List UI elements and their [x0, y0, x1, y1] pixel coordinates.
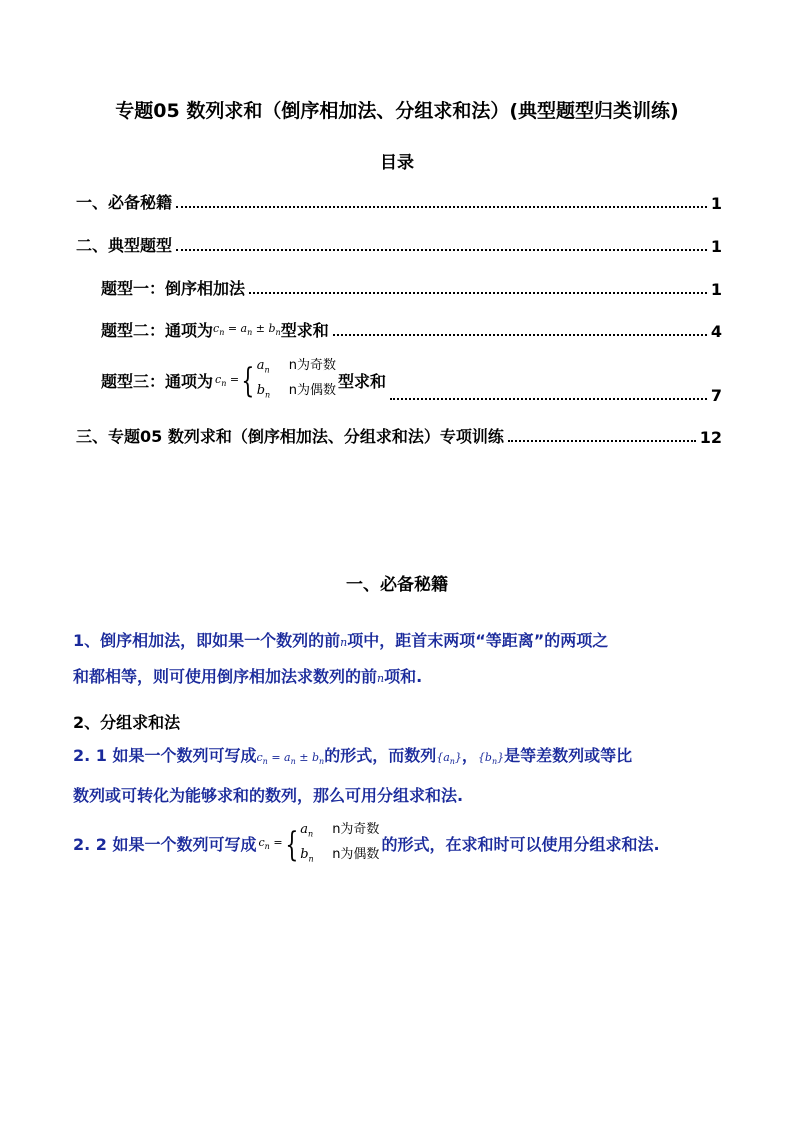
case-odd: n为奇数 [332, 822, 380, 837]
toc-label-prefix: 题型二：通项为 [101, 321, 214, 340]
toc-page: 7 [710, 386, 722, 406]
toc-heading: 目录 [380, 153, 414, 173]
toc-leader [176, 249, 707, 251]
section-heading: 一、必备秘籍 [346, 575, 448, 595]
paragraph-2-1 [73, 739, 733, 813]
formula-cn-an-pm-bn: $c_n = a_n \pm b_n$ [213, 321, 281, 338]
p22-text-b: 的形式，在求和时可以使用分组求和法. [381, 834, 660, 854]
toc-page: 1 [710, 237, 722, 256]
case-even: n为偶数 [332, 846, 380, 862]
toc-leader [176, 206, 707, 208]
p21-text-e: 数列或可转化为能够求和的数列，那么可用分组求和法. [73, 786, 464, 806]
toc-entry-5[interactable] [101, 356, 722, 405]
p21-text-d: 是等差数列或等比 [504, 746, 633, 765]
toc-leader [508, 440, 696, 442]
toc-entry-6[interactable] [76, 424, 722, 447]
p21-text-a: 2. 1 如果一个数列可写成 [73, 746, 257, 765]
toc-entry-3[interactable] [101, 276, 722, 299]
paragraph-2-2 [73, 820, 733, 869]
toc-entry-2[interactable] [76, 233, 722, 256]
p1-text-c: 和都相等，则可使用倒序相加法求数列的前 [73, 667, 378, 686]
formula-set-an: $\{a_n\}$ [436, 751, 462, 767]
toc-leader [333, 334, 707, 336]
toc-page: 4 [710, 322, 722, 341]
toc-page: 12 [699, 428, 722, 447]
toc-page: 1 [710, 194, 722, 213]
toc-entry-4[interactable] [101, 318, 722, 341]
toc-label: 二、典型题型 [76, 236, 173, 255]
toc-label: 一、必备秘籍 [76, 193, 173, 212]
p22-text-a: 2. 2 如果一个数列可写成 [73, 834, 257, 854]
p21-text-b: 的形式，而数列 [324, 746, 437, 765]
var-n: n [340, 636, 348, 649]
p1-text-a: 1、倒序相加法，即如果一个数列的前 [73, 631, 341, 650]
formula-piecewise: $c_n$ = { $a_n$ n为奇数 $b_n$ n为偶数 [259, 820, 380, 869]
toc-label-prefix: 题型三：通项为 [101, 372, 214, 392]
var-n: n [377, 672, 385, 685]
toc-label-suffix: 型求和 [280, 321, 329, 340]
p21-text-c: ， [461, 746, 478, 765]
toc-label-suffix: 型求和 [337, 372, 386, 392]
formula-piecewise: $c_n$ = { $a_n$ n为奇数 $b_n$ n为偶数 [215, 356, 336, 405]
case-odd: n为奇数 [288, 358, 336, 373]
paragraph-2-heading: 2、分组求和法 [73, 713, 181, 732]
toc-label: 题型一：倒序相加法 [101, 279, 246, 298]
toc-page: 1 [710, 280, 722, 299]
p1-text-d: 项和. [384, 667, 423, 686]
formula-set-bn: $\{b_n\}$ [477, 751, 505, 767]
toc-entry-1[interactable] [76, 190, 722, 213]
document-title: 专题05 数列求和（倒序相加法、分组求和法）(典型题型归类训练) [115, 100, 679, 122]
toc-leader [249, 292, 707, 294]
case-even: n为偶数 [288, 382, 336, 398]
formula-cn-an-pm-bn: $c_n = a_n \pm b_n$ [256, 751, 325, 767]
paragraph-1 [73, 624, 733, 696]
toc-label: 三、专题05 数列求和（倒序相加法、分组求和法）专项训练 [76, 427, 504, 446]
p1-text-b: 项中，距首末两项“等距离”的两项之 [347, 631, 609, 650]
toc-leader [390, 398, 707, 400]
